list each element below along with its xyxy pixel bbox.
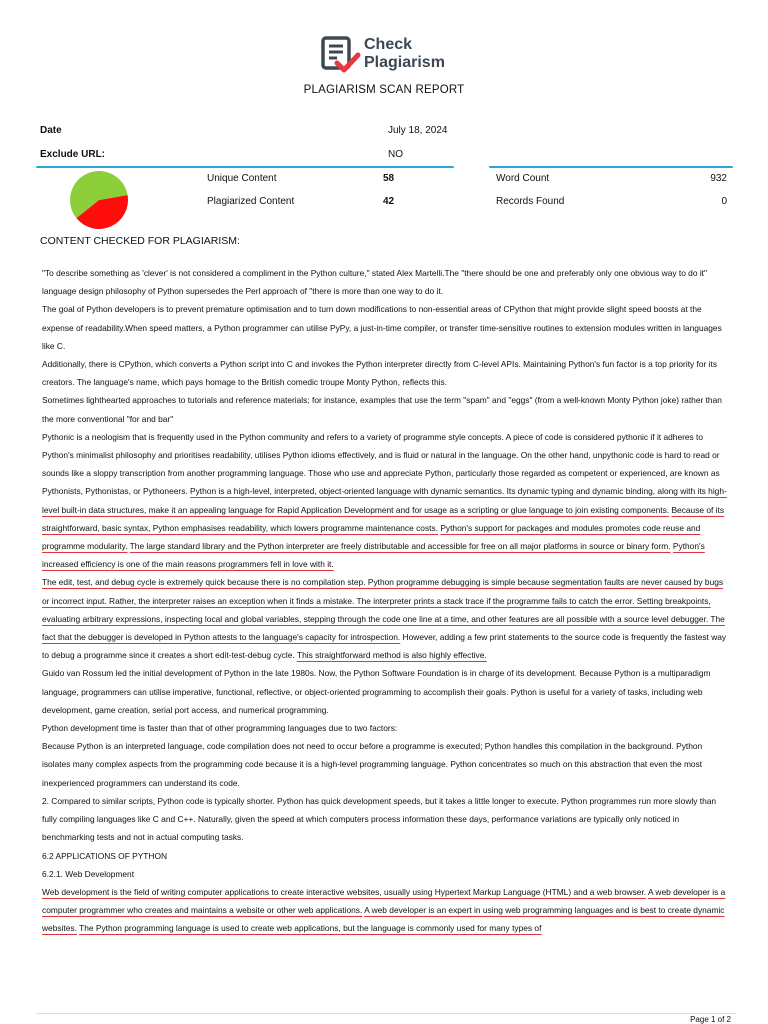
plagiarized-content-label: Plagiarized Content	[207, 196, 295, 207]
meta-label: Exclude URL:	[40, 149, 106, 160]
plagiarized-segment: The edit, test, and debug cycle is extremely quick because there is no compilation step. Python programme debugging is simple because segmentation faults are never caused by bugs or incorrect input. Rather, the interpreter raises an exception when it finds a mistake. The interpreter prints a stack trace if the programme fails to catch the error. Setting breakpoints, evaluating arbitrary expressions, inspecting local and global variables, stepping through the code one line at a time, and other features are all possible with a source level debugger. The fact that the debugger is developed in Python attests to the language's capacity for introspection.	[42, 577, 725, 643]
summary-card-border	[36, 166, 454, 168]
content-paragraph	[42, 737, 730, 792]
content-paragraph	[42, 865, 730, 883]
text-segment: 6.2 APPLICATIONS OF PYTHON	[42, 850, 168, 861]
meta-label: Date	[40, 125, 62, 136]
text-segment: However, adding a few print statements to the source code is frequently the fastest way to debug a programme since it creates a short edit-test-debug cycle.	[42, 632, 727, 661]
text-segment: 6.2.1. Web Development	[42, 868, 135, 879]
content-paragraph	[42, 573, 730, 664]
plagiarized-segment: Because of its straightforward, basic syntax, Python emphasises readability, which lowers programme maintenance costs.	[42, 504, 725, 533]
plagiarized-content-value: 42	[383, 196, 395, 207]
word-count-value: 932	[710, 173, 727, 184]
text-segment: Because Python is an interpreted language, code compilation does not need to occur before a programme is executed; Python handles this compilation in the background. Python isolates many complex aspects from the programming code because it is a high-level programming language. Python concentrates so much on this abstraction that even the most inexperienced programmers can understand its code.	[42, 741, 703, 788]
plagiarized-segment: Web development is the field of writing computer applications to create interactive websites, usually using Hypertext Markup Language (HTML) and a web browser.	[42, 886, 647, 897]
text-segment: Python development time is faster than that of other programming languages due to two factors:	[42, 723, 398, 734]
content-paragraph	[42, 391, 730, 427]
unique-content-value: 58	[383, 173, 395, 184]
plagiarized-segment: A web developer is an expert in using web programming languages and is best to create dynamic websites.	[42, 905, 725, 934]
document-check-icon	[320, 34, 362, 76]
plagiarized-segment: Python's support for packages and modules promotes code reuse and programme modularity.	[42, 522, 701, 552]
records-found-label: Records Found	[496, 196, 565, 207]
content-paragraph	[42, 300, 730, 355]
content-paragraph	[42, 355, 730, 391]
text-segment: Additionally, there is CPython, which converts a Python script into C and invokes the Python interpreter directly from C-level APIs. Maintaining Python's fun factor is a top priority for its creators. The language's name, which pays homage to the British comedic troupe Monty Python, reflects this.	[42, 359, 718, 388]
plagiarized-segment: Python is a high-level, interpreted, object-oriented language with dynamic semantics. Its dynamic typing and dynamic binding, along with its high-level built-in data structures, make it an appealing language for Rapid Application Development and for usage as a scripting or glue language to join existing components.	[42, 486, 727, 515]
brand-name	[364, 36, 445, 72]
plagiarized-segment: A web developer is a computer programmer who creates and maintains a website or other web applications.	[42, 886, 726, 916]
records-found-value: 0	[721, 196, 727, 207]
meta-value: NO	[388, 149, 403, 160]
word-count-label: Word Count	[496, 173, 550, 184]
plagiarized-segment: This straightforward method is also highly effective.	[296, 650, 487, 661]
text-segment: "To describe something as 'clever' is not considered a compliment in the Python culture," stated Alex Martelli.The "there should be one and preferably only one obvious way to do it" language design philosophy of Python supersedes the Perl approach of "there is more than one way to do it.	[42, 268, 707, 297]
meta-value: July 18, 2024	[388, 125, 448, 136]
text-segment: 2. Compared to similar scripts, Python code is typically shorter. Python has quick development speeds, but it takes a little longer to execute. Python programmes run more slowly than fully compiling languages like C and C++. Naturally, given the speed at which computers process information these days, performance variations are typically only noticed in benchmarking tests and not in actual computing tasks.	[42, 795, 717, 843]
content-paragraph	[42, 719, 730, 737]
content-paragraph	[42, 428, 730, 574]
totals-card-border	[489, 166, 733, 168]
content-section-heading: CONTENT CHECKED FOR PLAGIARISM:	[40, 235, 240, 247]
plagiarized-segment: Python's increased efficiency is one of the main reasons programmers fell in love with it.	[42, 541, 705, 570]
plagiarized-segment: The Python programming language is used to create web applications, but the language is commonly used for many types of	[79, 923, 542, 934]
checked-content	[42, 264, 730, 938]
text-segment: Pythonic is a neologism that is frequently used in the Python community and refers to a variety of programme style concepts. A piece of code is considered pythonic if it adheres to Python's minimalist philosophy and prioritises readability, utilises Python idioms effectively, and is fluid or natural in the language. On the other hand, unpythonic code is hard to read or sounds like a sloppy transcription from another programming language. Those who use and appreciate Python, particularly those regarded as competent or experienced, are known as Pythonists, Pythonistas, or Pythoneers.	[42, 431, 720, 497]
content-paragraph	[42, 847, 730, 865]
footer-divider	[36, 1013, 736, 1014]
report-title: PLAGIARISM SCAN REPORT	[303, 84, 465, 96]
brand-name-line1: Check	[364, 36, 413, 53]
content-paragraph	[42, 264, 730, 300]
content-paragraph	[42, 883, 730, 938]
unique-content-label: Unique Content	[207, 173, 277, 184]
content-paragraph	[42, 792, 730, 847]
text-segment: The goal of Python developers is to prevent premature optimisation and to turn down modifications to non-essential areas of CPython that might provide slight speed boosts at the expense of readability.When speed matters, a Python programmer can utilise PyPy, a just-in-time compiler, or transfer time-sensitive routines to extension modules written in languages like C.	[42, 304, 722, 351]
content-paragraph	[42, 664, 730, 719]
text-segment: Sometimes lighthearted approaches to tutorials and reference materials; for instance, examples that use the term "spam" and "eggs" (from a well-known Monty Python joke) rather than the more conventional "for and bar"	[42, 395, 722, 424]
brand-name-line2: Plagiarism	[364, 54, 445, 71]
brand-logo	[320, 34, 460, 76]
page-number: Page 1 of 2	[690, 1015, 731, 1024]
plagiarized-segment: The large standard library and the Python interpreter are freely distributable and accessible for free on all major platforms in source or binary form.	[129, 541, 671, 552]
content-pie-chart	[66, 170, 132, 230]
text-segment: Guido van Rossum led the initial development of Python in the late 1980s. Now, the Python Software Foundation is in charge of its development. Because Python is a multiparadigm language, programmers can utilise imperative, functional, reflective, or object-oriented programming to accomplish their goals. Python is useful for a variety of tasks, including web development, game creation, serial port access, and numerical programming.	[42, 668, 711, 715]
